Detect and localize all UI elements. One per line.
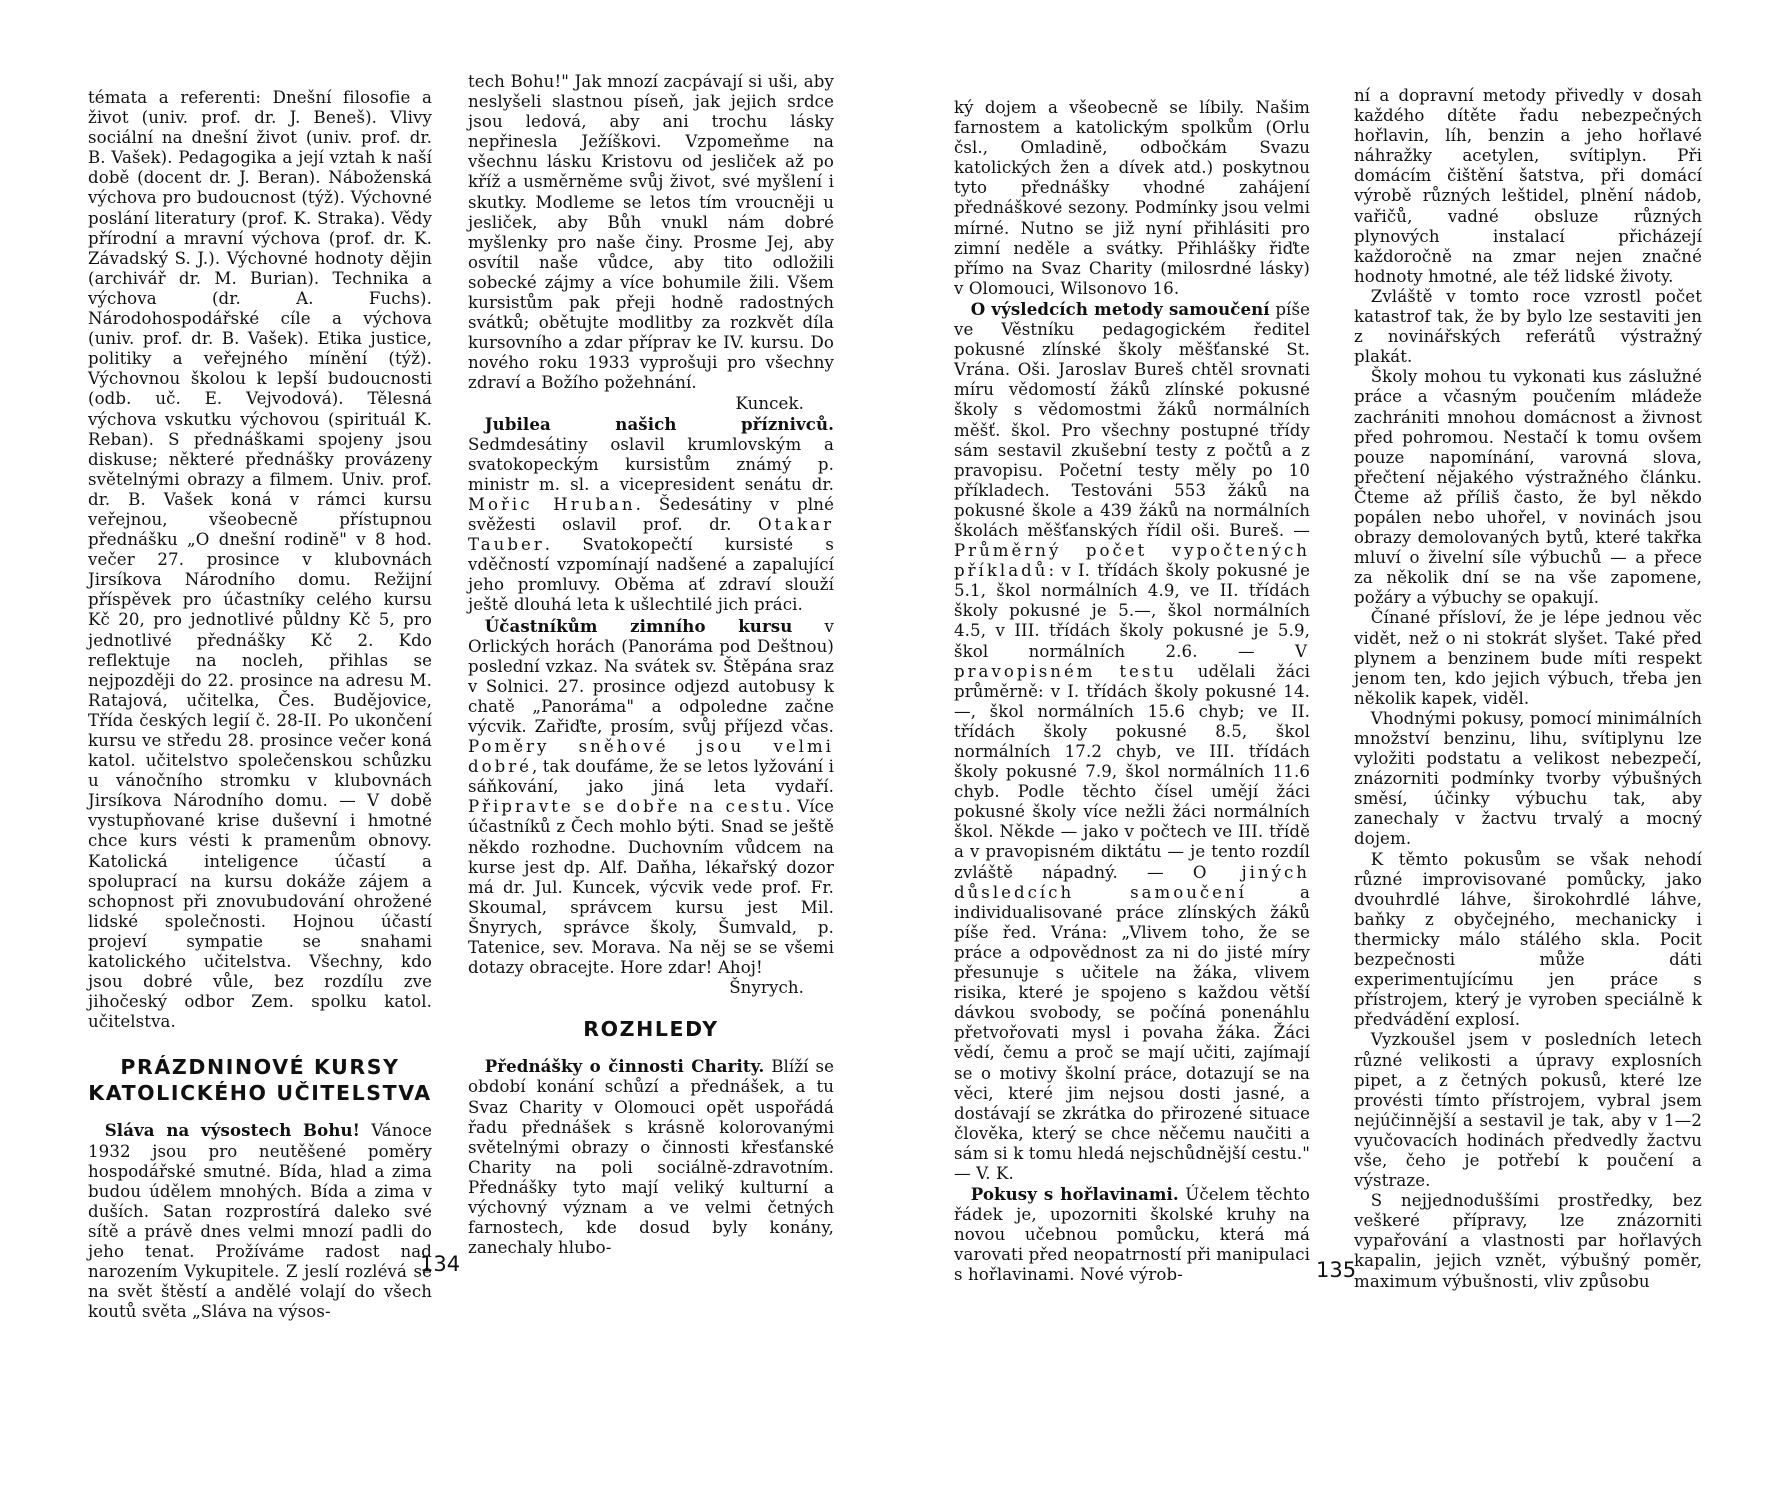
spaced-text: Připravte se dobře na cestu [468, 797, 786, 817]
paragraph-body: tech Bohu!" Jak mnozí zacpávají si uši, aby neslyšeli slastnou píseň, jak jejich srdce jsou ledová, aby ani trochu lásky nepřinesla Ježíškovi. Vzpomeňme na všechnu lásku Kristovu od jesliček až po kříž a usměrněme svůj život, své myšlení i skutky. Modleme se letos tím vroucněji u jesliček, aby Bůh vnukl nám dobré myšlenky pro naše činy. Prosme Jej, aby osvítil naše vůdce, aby tito odložili sobecké zájmy a více bohumile žili. Všem kursistům pak přeji hodně radostných svátků; obětujte modlitby za rozkvět díla kursovního a zdar příprav ke IV. kursu. Do nového roku 1933 vyprošuji pro všechny zdraví a Božího požehnání. [468, 72, 834, 393]
paragraph-body: Vhodnými pokusy, pomocí minimálních množství benzinu, lihu, svítiplynu lze vyložiti podstatu a velikost nebezpečí, znázorniti podmínky tvorby výbušných směsí, účinky výbuchu tak, aby zanechaly v žactvu trvalý a mocný dojem. [1354, 708, 1702, 849]
paragraph-schools [1354, 367, 1702, 608]
paragraph-body: Vyzkoušel jsem v posledních letech různé velikosti a úpravy explosních pipet, a z četných pokusů, které lze provésti tímto přístrojem, vybral jsem nejúčinnější a sestavil je tak, aby v 1—2 vyučovacích hodinách předvedly žactvu vše, čeho je potřebí k poučení a výstraze. [1354, 1030, 1702, 1191]
paragraph-lead: Sláva na výsostech Bohu! [104, 1120, 361, 1141]
paragraph-body: píše ve Věstníku pedagogickém ředitel pokusné zlínské školy měšťanské St. Vrána. Oši. Jaroslav Bureš chtěl srovnati míru vědomostí žáků zlínské pokusné školy s vědomostmi žáků normálních měšť. škol. Pro všechny postupné třídy sám sestavil zkušební testy z počtů a z pravopisu. Početní testy měly po 10 příkladech. Testováni 553 žáků na pokusné škole a 439 žáků na normálních školách měšťanských řídil oši. Bureš. — [954, 299, 1310, 540]
paragraph-body: a individualisované práce zlínských žáků píše řed. Vrána: „Vlivem toho, že se práce a odpovědnost za ni do jisté míry přesunuje s učitele na žáka, vlivem risika, které je spojeno s každou větší dávkou svobody, se počíná ponenáhlu přetvořovati mysl i povaha žáka. Žáci vědí, čemu a proč se mají učiti, zajímají se o motivy školní práce, dotazují se na věci, které jim nejsou dosti jasné, a dostávají se zkrátka do přirozené situace člověka, který se chce něčemu naučiti a sám si k tomu hledá nejschůdnější cestu." — V. K. [954, 882, 1311, 1183]
paragraph-body: Zvláště v tomto roce vzrostl počet katastrof tak, že by bylo lze sestaviti jen z novinářských referátů výstražný plakát. [1354, 286, 1702, 367]
paragraph-body: Vánoce 1932 jsou pro neutěšené poměry hospodářské smutné. Bída, hlad a zima budou údělem mnohých. Bída a zima v duších. Satan rozprostírá daleko své sítě a právě dnes velmi mnozí padli do jeho tenat. Prožíváme radost nad narozením Vykupitele. Z jeslí rozlévá se na svět štěstí a andělé volají do všech koutů světa „Sláva na výsos- [88, 1121, 432, 1322]
page-number-right: 135 [1316, 1258, 1357, 1282]
paragraph-body: Školy mohou tu vykonati kus záslužné práce a včasným poučením mládeže zachrániti mnohou domácnost a živnost před pohromou. Nestačí k tomu ovšem pouze napomínání, varovná slova, přečtení nějakého výstražného článku. Čteme až příliš často, že byl někdo popálen nebo uhořel, v novinách jsou obrazy demolovaných bytů, které takřka mluví o živelní síle výbuchů — a přece za několik dní se na vše zapomene, požáry a výbuchy se opakují. [1354, 367, 1702, 608]
page134-column-left [88, 88, 432, 1322]
signature-snyrych: Šnyrych. [729, 978, 804, 998]
page134-column-right [468, 72, 834, 1258]
paragraph-lead: Jubilea našich příznivců. [484, 413, 834, 434]
paragraph-lead: Účastníkům zimního kursu [484, 615, 793, 636]
paragraph-body: : v I. třídách školy pokusné je 5.1, škol normálních 4.9, ve II. třídách školy pokusné je 5.—, škol normálních 4.5, v III. třídách školy pokusné je 5.9, škol normálních 2.6. — [954, 561, 1310, 661]
paragraph-christmas-wish [468, 72, 834, 414]
paragraph-body: . Více účastníků z Čech mohlo býti. Snad se ještě někdo rozhodne. Duchovním vůdcem na kurse jest dp. Alf. Daňha, lékařský dozor má dr. Jul. Kuncek, výcvik vede prof. Fr. Skoumal, správcem kursu jest Mil. Šnyrych, správce školy, Šumvald, p. Tatenice, sev. Morava. Na něj se se všemi dotazy obracejte. Hore zdar! Ahoj! [468, 797, 835, 978]
spaced-text: O jiných důsledcích samoučení [954, 862, 1310, 902]
paragraph-jubilees [468, 414, 834, 616]
spaced-text: Průměrný počet vypočtených příkladů [954, 541, 1310, 581]
spaced-text: V pravopisném testu [954, 641, 1310, 681]
paragraph-experiments [1354, 709, 1702, 850]
spaced-name: Otakar Tauber [468, 515, 834, 555]
paragraph-glory [88, 1120, 432, 1322]
paragraph-aids [1354, 850, 1702, 1031]
paragraph-body: Blíží se období konání schůzí a přednášek, a tu Svaz Charity v Olomouci opět uspořádá řadu přednášek s krásně kolorovanými světelnými obrazy o činnosti křesťanské Charity na poli sociálně-zdravotním. Přednášky tyto mají veliký kulturní a výchovný význam a ve velmi četných farnostech, kde dosud byly konány, zanechaly hlubo- [468, 1057, 834, 1258]
paragraph-lead: O výsledcích metody samoučení [970, 298, 1270, 319]
paragraph-body: , tak doufáme, že se letos lyžování i sáňkování, jako jiná leta vydaří. [468, 757, 834, 797]
section-heading-holiday-courses: PRÁZDNINOVÉ KURSY KATOLICKÉHO UČITELSTVA [88, 1055, 432, 1106]
paragraph-body: . Svatokopečtí kursisté s vděčností vzpomínají nadšené a zapalující jeho promluvy. Oběma ať zdraví slouží ještě dlouhá leta k ušlechtilé jich práci. [468, 535, 834, 615]
paragraph-body: udělali žáci průměrně: v I. třídách školy pokusné 14.—, škol normálních 15.6 chyb; ve II. třídách školy pokusné 8.5, škol normálních 17.2 chyb, ve III. třídách školy pokusné 7.9, škol normálních 11.6 chyb. Podle těchto čísel umějí žáci pokusné školy více nežli žáci normálních škol. Někde — jako v počtech ve III. třídě a v pravopisném diktátu — je tento rozdíl zvláště nápadný. — [954, 661, 1310, 882]
paragraph-courses-topics: témata a referenti: Dnešní filosofie a život (univ. prof. dr. J. Beneš). Vlivy sociální na dnešní život (univ. prof. dr. B. Vašek). Pedagogika a její vztah k naší době (docent dr. J. Beran). Náboženská výchova pro budoucnost (týž). Výchovné poslání literatury (prof. K. Straka). Vědy přírodní a mravní výchova (prof. dr. K. Závadský S. J.). Výchovné hodnoty dějin (archivář dr. M. Burian). Technika a výchova (dr. A. Fuchs). Národohospodářské cíle a výchova (univ. prof. dr. B. Vašek). Etika justice, politiky a veřejného mínění (týž). Výchovnou školou k lepší budoucnosti (odb. uč. E. Vejvodová). Tělesná výchova vskutku výchovou (spirituál K. Reban). S přednáškami spojeny jsou diskuse; některé přednášky provázeny světelnými obrazy a filmem. Univ. prof. dr. B. Vašek koná v rámci kursu veřejnou, všeobecně přístupnou přednášku „O dnešní rodině" v 8 hod. večer 27. prosince v klubovnách Jirsíkova Národního domu. Režijní příspěvek pro účastníky celého kursu Kč 20, pro jednotlivé půldny Kč 5, pro jednotlivé přednášky Kč 2. Kdo reflektuje na nocleh, přihlas se nejpozději do 22. prosince na adresu M. Ratajová, učitelka, Čes. Budějovice, Třída českých legií č. 28-II. Po ukončení kursu ve středu 28. prosince večer koná katol. učitelstvo společenskou schůzku u vánočního stromku v klubovnách Jirsíkova Národního domu. — V době vystupňované krise duševní i hmotné chce kurs vésti k pramenům obnovy. Katolická inteligence účastí a spoluprací na kursu dokáže zájem a schopnost při znovubudování ohrožené lidské společnosti. Hojnou účastí projeví sympatie se snahami katolického učitelstva. Všechny, kdo jsou dobré vůle, bez rozdílu zve jihočeský odbor Zem. spolku katol. učitelstva. [88, 88, 432, 1032]
paragraph-body: . Šedesátiny v plné svěžesti oslavil prof. dr. [468, 494, 834, 535]
paragraph-body: Čínané přísloví, že je lépe jednou věc vidět, než o ni stokrát slyšet. Také před plynem a benzinem bude míti respekt jenom ten, kdo jejich výbuch, třeba jen několik kapek, viděl. [1354, 608, 1702, 708]
paragraph-lead: Pokusy s hořlavinami. [970, 1184, 1179, 1205]
page-number-left: 134 [420, 1252, 461, 1276]
paragraph-lead: Přednášky o činnosti Charity. [484, 1056, 765, 1077]
spaced-text: Poměry sněhové jsou velmi dobré [468, 737, 834, 777]
paragraph-flammables-cont: ní a dopravní metody přivedly v dosah každého dítěte řadu nebezpečných hořlavin, líh, benzin a jeho hořlavé náhražky acetylen, svítiplyn. Při domácím čištění šatstva, při domácí výrobě různých leštidel, plnění nádob, vařičů, vadné obsluze různých plynových instalací přicházejí každoročně na zmar nejen značné hodnoty hmotné, ale též lidské životy. [1354, 86, 1702, 286]
paragraph-charity-lectures [468, 1056, 834, 1258]
paragraph-winter-course [468, 616, 834, 999]
paragraph-body: Sedmdesátiny oslavil krumlovským a svatokopeckým kursistům známý p. ministr m. sl. a vicepresident senátu dr. [468, 434, 834, 494]
paragraph-proverb [1354, 608, 1702, 708]
section-heading-rozhledy: ROZHLEDY [583, 1017, 719, 1042]
paragraph-body: K těmto pokusům se však nehodí různé improvisované pomůcky, jako dvouhrdlé láhve, širokohrdlé láhve, baňky z obyčejného, mechanicky i thermicky málo stálého skla. Pocit bezpečnosti může dáti experimentujícímu jen práce s přístrojem, který je vyroben speciálně k předvádění explosí. [1354, 849, 1702, 1030]
paragraph-simple-means [1354, 1191, 1702, 1291]
signature-kuncek: Kuncek. [735, 393, 804, 413]
paragraph-body: S nejjednoduššími prostředky, bez veškeré přípravy, lze znázorniti vypařování a vlastnosti par hořlavých kapalin, jejich vznět, výbušný poměr, maximum výbušnosti, vliv způsobu [1354, 1191, 1702, 1291]
paragraph-self-study-results [954, 299, 1310, 1184]
paragraph-flammables [954, 1184, 1310, 1285]
page135-column-left [954, 98, 1310, 1286]
paragraph-catastrophes [1354, 287, 1702, 367]
paragraph-pipettes [1354, 1030, 1702, 1191]
page135-column-right [1354, 86, 1702, 1292]
paragraph-body: v Orlických horách (Panoráma pod Deštnou) poslední vzkaz. Na svátek sv. Štěpána sraz v Solnici. 27. prosince odjezd autobusy k chatě „Panoráma" a odpoledne začne výcvik. Zařiďte, prosím, svůj příjezd včas. [468, 616, 834, 736]
spaced-name: Mořic Hruban [468, 494, 636, 514]
paragraph-body: Účelem těchto řádek je, upozorniti školské kruhy na novou učebnou pomůcku, která má varovati před neopatrností při manipulaci s hořlavinami. Nové výrob- [954, 1185, 1311, 1285]
paragraph-lectures-end: ký dojem a všeobecně se líbily. Našim farnostem a katolickým spolkům (Orlu čsl., Omladině, odbočkám Svazu katolických žen a dívek atd.) poskytnou tyto přednášky vhodné zahájení přednáškové sezony. Podmínky jsou velmi mírné. Nutno se již nyní přihlásiti pro zimní neděle a svátky. Přihlášky řiďte přímo na Svaz Charity (milosrdné lásky) v Olomouci, Wilsonovo 16. [954, 98, 1310, 298]
